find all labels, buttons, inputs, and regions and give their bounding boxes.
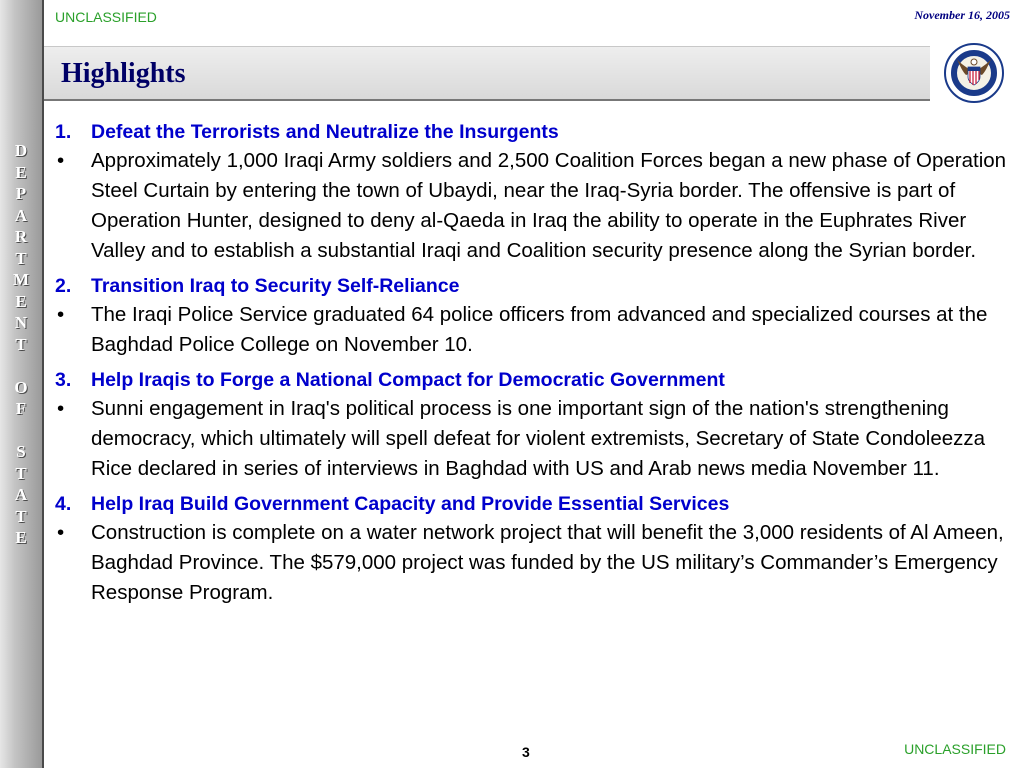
sidebar-letter: T	[15, 463, 27, 483]
sidebar-letter: A	[14, 205, 28, 225]
sidebar-letter: D	[14, 141, 28, 160]
section-heading-text: Help Iraq Build Government Capacity and Provide Essential Services	[91, 493, 730, 515]
bottom-classification-label: UNCLASSIFIED	[904, 741, 1006, 757]
sidebar-letter: R	[14, 227, 28, 246]
bullet-item	[55, 394, 1015, 484]
sidebar-letter: E	[15, 162, 27, 182]
section-heading-text: Help Iraqis to Forge a National Compact for Democratic Government	[91, 369, 725, 391]
section-heading	[55, 366, 1015, 394]
sidebar-letter: P	[15, 184, 27, 203]
section-heading-text: Transition Iraq to Security Self-Reliance	[91, 275, 460, 297]
sidebar-letter: M	[12, 270, 30, 289]
bullet-text: The Iraqi Police Service graduated 64 police officers from advanced and specialized courses at the Baghdad Police College on November 10.	[91, 303, 988, 356]
bullet-icon: •	[57, 149, 65, 172]
section-number: 3.	[55, 369, 72, 391]
page-number: 3	[522, 744, 530, 760]
section-2	[55, 272, 1015, 360]
bullet-item	[55, 146, 1015, 266]
bullet-icon: •	[57, 521, 65, 544]
bullet-item	[55, 300, 1015, 360]
bullet-text: Sunni engagement in Iraq's political process is one important sign of the nation's strengthening democracy, which ultimately will spell defeat for violent extremists, Secretary of State Condoleezza Rice declared in series of interviews in Baghdad with US and Arab news media November 11.	[91, 397, 986, 480]
sidebar-letter: E	[15, 528, 27, 547]
title-bar	[44, 46, 930, 101]
section-heading	[55, 118, 1015, 146]
sidebar-letter	[0, 355, 42, 377]
sidebar-letter: N	[14, 313, 28, 332]
bullet-icon: •	[57, 303, 65, 326]
sidebar-letter: A	[14, 485, 28, 504]
bullet-text: Construction is complete on a water network project that will benefit the 3,000 residents of Al Ameen, Baghdad Province. The $579,000 project was funded by the US military’s Commander’s Emergency Response Program.	[91, 521, 1004, 604]
section-heading	[55, 490, 1015, 518]
section-number: 4.	[55, 493, 72, 515]
sidebar-letter: T	[15, 248, 27, 268]
highlights-content	[55, 118, 1015, 614]
top-classification-label: UNCLASSIFIED	[55, 9, 157, 25]
section-1	[55, 118, 1015, 266]
section-3	[55, 366, 1015, 484]
bullet-text: Approximately 1,000 Iraqi Army soldiers and 2,500 Coalition Forces began a new phase of Operation Steel Curtain by entering the town of Ubaydi, near the Iraq-Syria border. The offensive is part of Operation Hunter, designed to deny al-Qaeda in Iraq the ability to operate in the Euphrates River Valley and to establish a substantial Iraqi and Coalition security presence along the Syrian border.	[91, 149, 1007, 262]
sidebar-letter: S	[16, 442, 26, 461]
sidebar-letter	[0, 420, 42, 442]
page-title: Highlights	[61, 58, 186, 89]
department-of-state-vertical-text	[0, 140, 42, 549]
department-of-state-seal-icon	[931, 42, 1017, 104]
date-label: November 16, 2005	[914, 8, 1010, 22]
section-number: 2.	[55, 275, 72, 297]
section-4	[55, 490, 1015, 608]
sidebar-letter: F	[15, 399, 27, 418]
bullet-icon: •	[57, 397, 65, 420]
section-heading	[55, 272, 1015, 300]
sidebar-letter: T	[15, 334, 27, 354]
bullet-item	[55, 518, 1015, 608]
sidebar-letter: O	[14, 377, 28, 397]
sidebar-letter: E	[15, 291, 27, 311]
sidebar-letter: T	[15, 506, 27, 526]
section-number: 1.	[55, 121, 72, 143]
left-sidebar	[0, 0, 44, 768]
section-heading-text: Defeat the Terrorists and Neutralize the Insurgents	[91, 121, 559, 143]
